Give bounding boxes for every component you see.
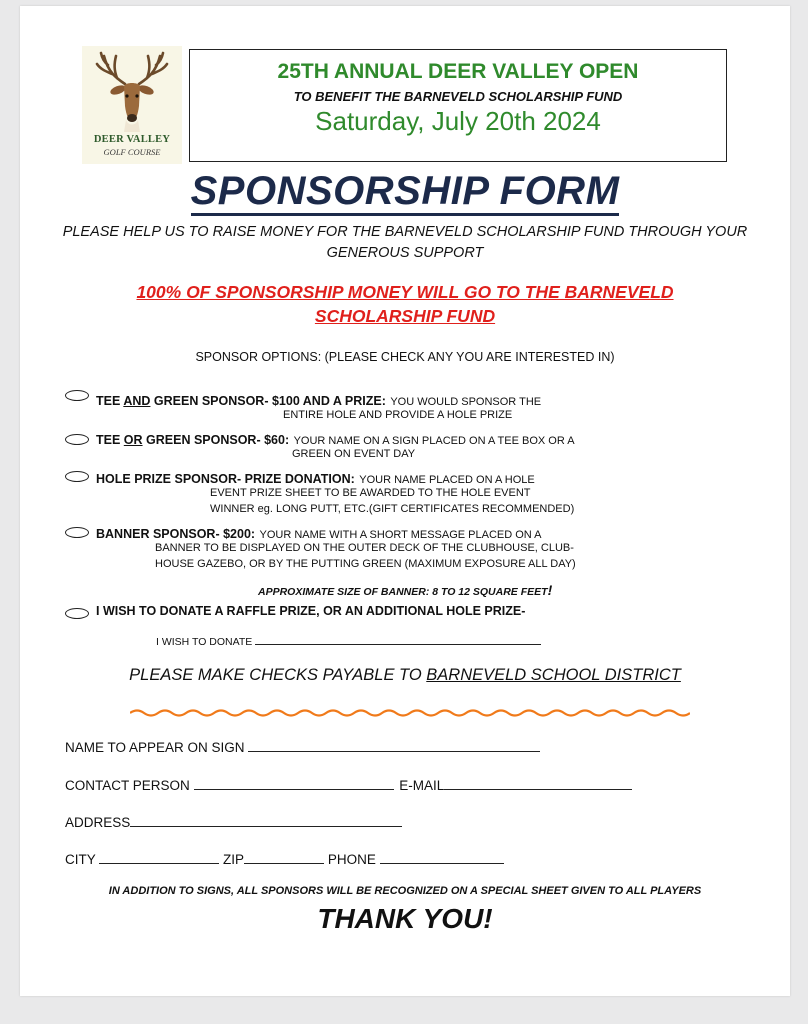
- tee-or-green-desc1: YOUR NAME ON A SIGN PLACED ON A TEE BOX OR A: [293, 435, 575, 447]
- hundred-percent-note: [80, 280, 730, 328]
- tee-and-green-desc1: YOU WOULD SPONSOR THE: [390, 396, 542, 408]
- banner-label: BANNER SPONSOR- $200: YOUR NAME WITH A SHORT MESSAGE PLACED ON A: [96, 527, 542, 541]
- city-blank[interactable]: [99, 851, 219, 864]
- banner-desc2: BANNER TO BE DISPLAYED ON THE OUTER DECK OF THE CLUBHOUSE, CLUB-: [155, 542, 574, 554]
- donate-label: I WISH TO DONATE: [156, 636, 253, 648]
- event-title: 25TH ANNUAL DEER VALLEY OPEN: [277, 60, 639, 83]
- banner-checkbox[interactable]: [65, 527, 89, 538]
- deer-valley-logo: [82, 46, 182, 164]
- zip-label: ZIP: [223, 852, 245, 867]
- email-blank[interactable]: [444, 777, 632, 790]
- banner-size-note: APPROXIMATE SIZE OF BANNER: 8 TO 12 SQUARE FEET!: [258, 582, 553, 598]
- email-label: E-MAIL: [399, 778, 445, 793]
- contact-person-blank[interactable]: [194, 777, 394, 790]
- phone-blank[interactable]: [380, 851, 504, 864]
- hundred-percent-line1: 100% OF SPONSORSHIP MONEY WILL GO TO THE BARNEVELD: [136, 282, 674, 302]
- hole-prize-label: HOLE PRIZE SPONSOR- PRIZE DONATION: YOUR NAME PLACED ON A HOLE: [96, 472, 535, 486]
- address-blank[interactable]: [130, 814, 402, 827]
- event-subtitle: TO BENEFIT THE BARNEVELD SCHOLARSHIP FUND: [293, 89, 623, 104]
- deer-head-icon: [92, 50, 172, 134]
- tee-and-green-label: TEE AND GREEN SPONSOR- $100 AND A PRIZE: YOU WOULD SPONSOR THE: [96, 394, 542, 408]
- hole-prize-desc1: YOUR NAME PLACED ON A HOLE: [359, 474, 535, 486]
- city-zip-phone-field: [65, 851, 504, 867]
- contact-person-label: CONTACT PERSON: [65, 778, 190, 793]
- logo-subtitle: GOLF COURSE: [103, 147, 161, 157]
- tee-or-green-desc2: GREEN ON EVENT DAY: [292, 448, 416, 460]
- hundred-percent-line2: SCHOLARSHIP FUND: [314, 306, 496, 326]
- banner-desc3: HOUSE GAZEBO, OR BY THE PUTTING GREEN (MAXIMUM EXPOSURE ALL DAY): [155, 558, 576, 570]
- banner-desc1: YOUR NAME WITH A SHORT MESSAGE PLACED ON A: [259, 529, 542, 541]
- checks-payable: PLEASE MAKE CHECKS PAYABLE TO BARNEVELD SCHOOL DISTRICT: [129, 666, 681, 684]
- form-title: [20, 169, 790, 214]
- donate-line: [156, 634, 541, 648]
- name-on-sign-field: [65, 739, 540, 755]
- zip-blank[interactable]: [244, 851, 324, 864]
- name-on-sign-label: NAME TO APPEAR ON SIGN: [65, 740, 245, 755]
- donate-blank[interactable]: [255, 634, 541, 645]
- contact-person-field: [65, 777, 632, 793]
- phone-label: PHONE: [327, 852, 376, 867]
- hole-prize-desc3: WINNER eg. LONG PUTT, ETC.(GIFT CERTIFICATES RECOMMENDED): [210, 503, 575, 515]
- tee-or-green-checkbox[interactable]: [65, 434, 89, 445]
- hole-prize-checkbox[interactable]: [65, 471, 89, 482]
- decorative-squiggle: [130, 706, 690, 720]
- city-label: CITY: [65, 852, 96, 867]
- name-on-sign-blank[interactable]: [248, 739, 540, 752]
- tee-and-green-desc2: ENTIRE HOLE AND PROVIDE A HOLE PRIZE: [283, 409, 513, 421]
- event-date: Saturday, July 20th 2024: [315, 106, 601, 136]
- footer-note: IN ADDITION TO SIGNS, ALL SPONSORS WILL BE RECOGNIZED ON A SPECIAL SHEET GIVEN TO ALL PLAYERS: [108, 885, 702, 897]
- form-title-text: SPONSORSHIP FORM: [191, 169, 620, 216]
- address-label: ADDRESS: [65, 815, 131, 830]
- event-header-box: [189, 49, 727, 162]
- hole-prize-desc2: EVENT PRIZE SHEET TO BE AWARDED TO THE HOLE EVENT: [210, 487, 531, 499]
- intro-text: PLEASE HELP US TO RAISE MONEY FOR THE BARNEVELD SCHOLARSHIP FUND THROUGH YOUR GENEROUS SUPPORT: [62, 224, 748, 261]
- tee-or-green-label: TEE OR GREEN SPONSOR- $60: YOUR NAME ON A SIGN PLACED ON A TEE BOX OR A: [96, 433, 575, 447]
- raffle-checkbox[interactable]: [65, 608, 89, 619]
- raffle-label: I WISH TO DONATE A RAFFLE PRIZE, OR AN ADDITIONAL HOLE PRIZE-: [96, 604, 526, 618]
- form-page: [20, 6, 790, 996]
- tee-and-green-checkbox[interactable]: [65, 390, 89, 401]
- logo-title: DEER VALLEY: [93, 134, 171, 145]
- thank-you: THANK YOU!: [317, 903, 493, 934]
- address-field: [65, 814, 402, 830]
- checks-payee: BARNEVELD SCHOOL DISTRICT: [426, 666, 681, 684]
- options-heading: SPONSOR OPTIONS: (PLEASE CHECK ANY YOU ARE INTERESTED IN): [195, 350, 615, 364]
